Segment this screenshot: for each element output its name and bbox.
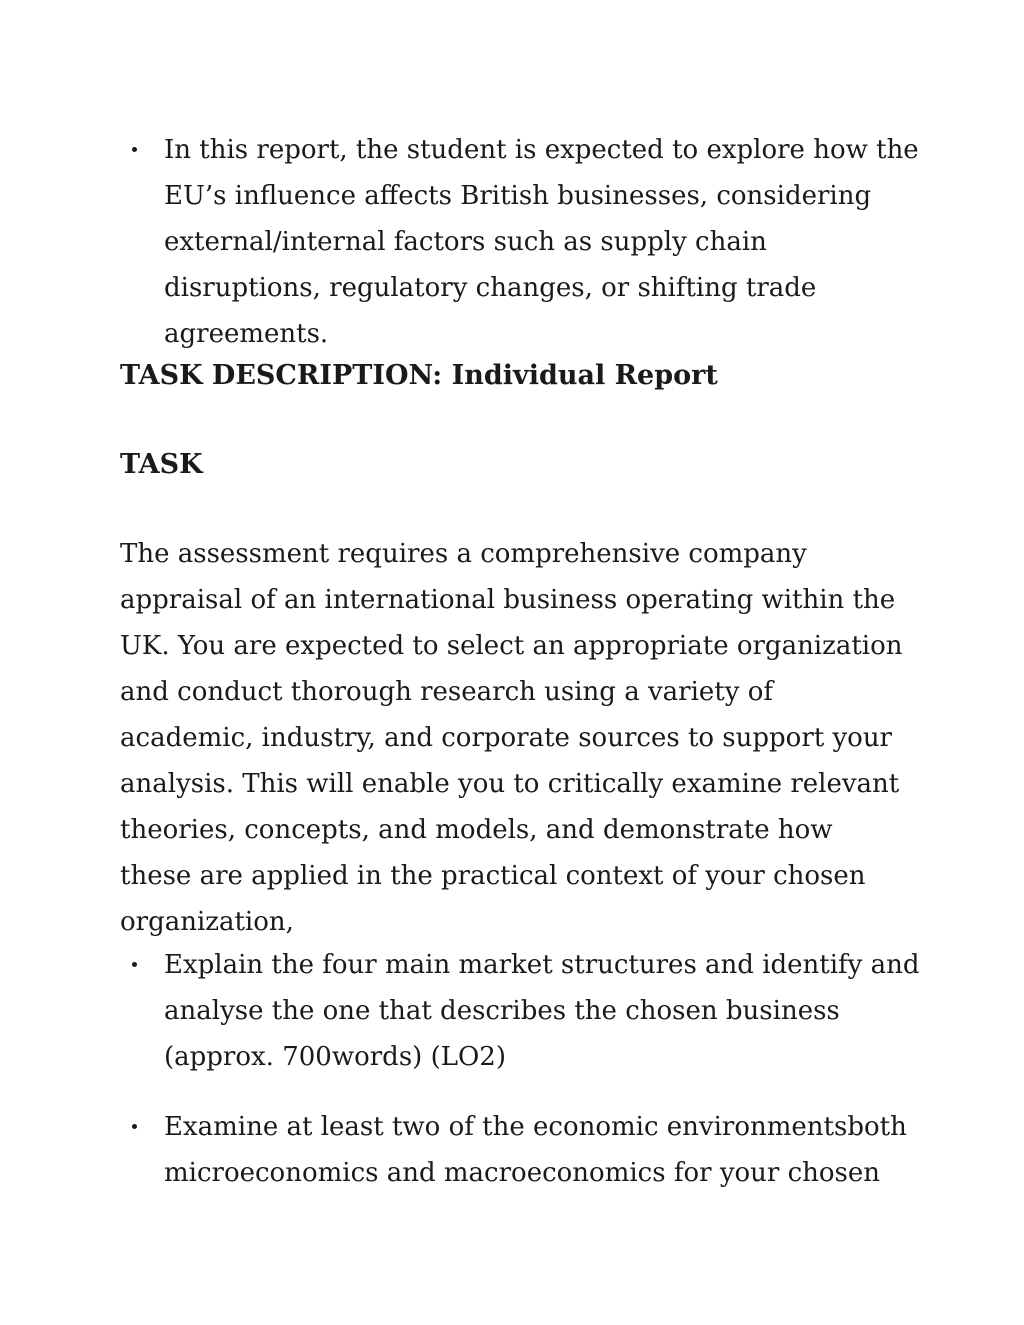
list-item — [120, 942, 920, 1080]
task-paragraph: The assessment requires a comprehensive company appraisal of an international business operating within the UK. You are expected to select an appropriate organization and conduct thorough research using a variety of academic, industry, and corporate sources to support your analysis. This will enable you to critically examine relevant theories, concepts, and models, and demonstrate how these are applied in the practical context of your chosen organization, — [120, 539, 903, 937]
bullet-icon — [132, 962, 137, 967]
list-item-text: Explain the four main market structures and identify and analyse the one that describes the chosen business (approx. 700words) (LO2) — [164, 950, 920, 1072]
intro-bullet-list — [120, 127, 920, 357]
task-heading: TASK — [120, 449, 203, 480]
task-bullet-list — [120, 942, 920, 1196]
bullet-icon — [132, 147, 137, 152]
list-item — [120, 1104, 920, 1196]
list-item-text: Examine at least two of the economic environmentsboth microeconomics and macroeconomics for your chosen — [164, 1112, 907, 1188]
bullet-icon — [132, 1124, 137, 1129]
list-item — [120, 127, 920, 357]
task-description-heading: TASK DESCRIPTION: Individual Report — [120, 360, 718, 391]
list-item-text: In this report, the student is expected to explore how the EU’s influence affects British businesses, considering external/internal factors such as supply chain disruptions, regulatory changes, or shifting trade agreements. — [164, 135, 919, 349]
